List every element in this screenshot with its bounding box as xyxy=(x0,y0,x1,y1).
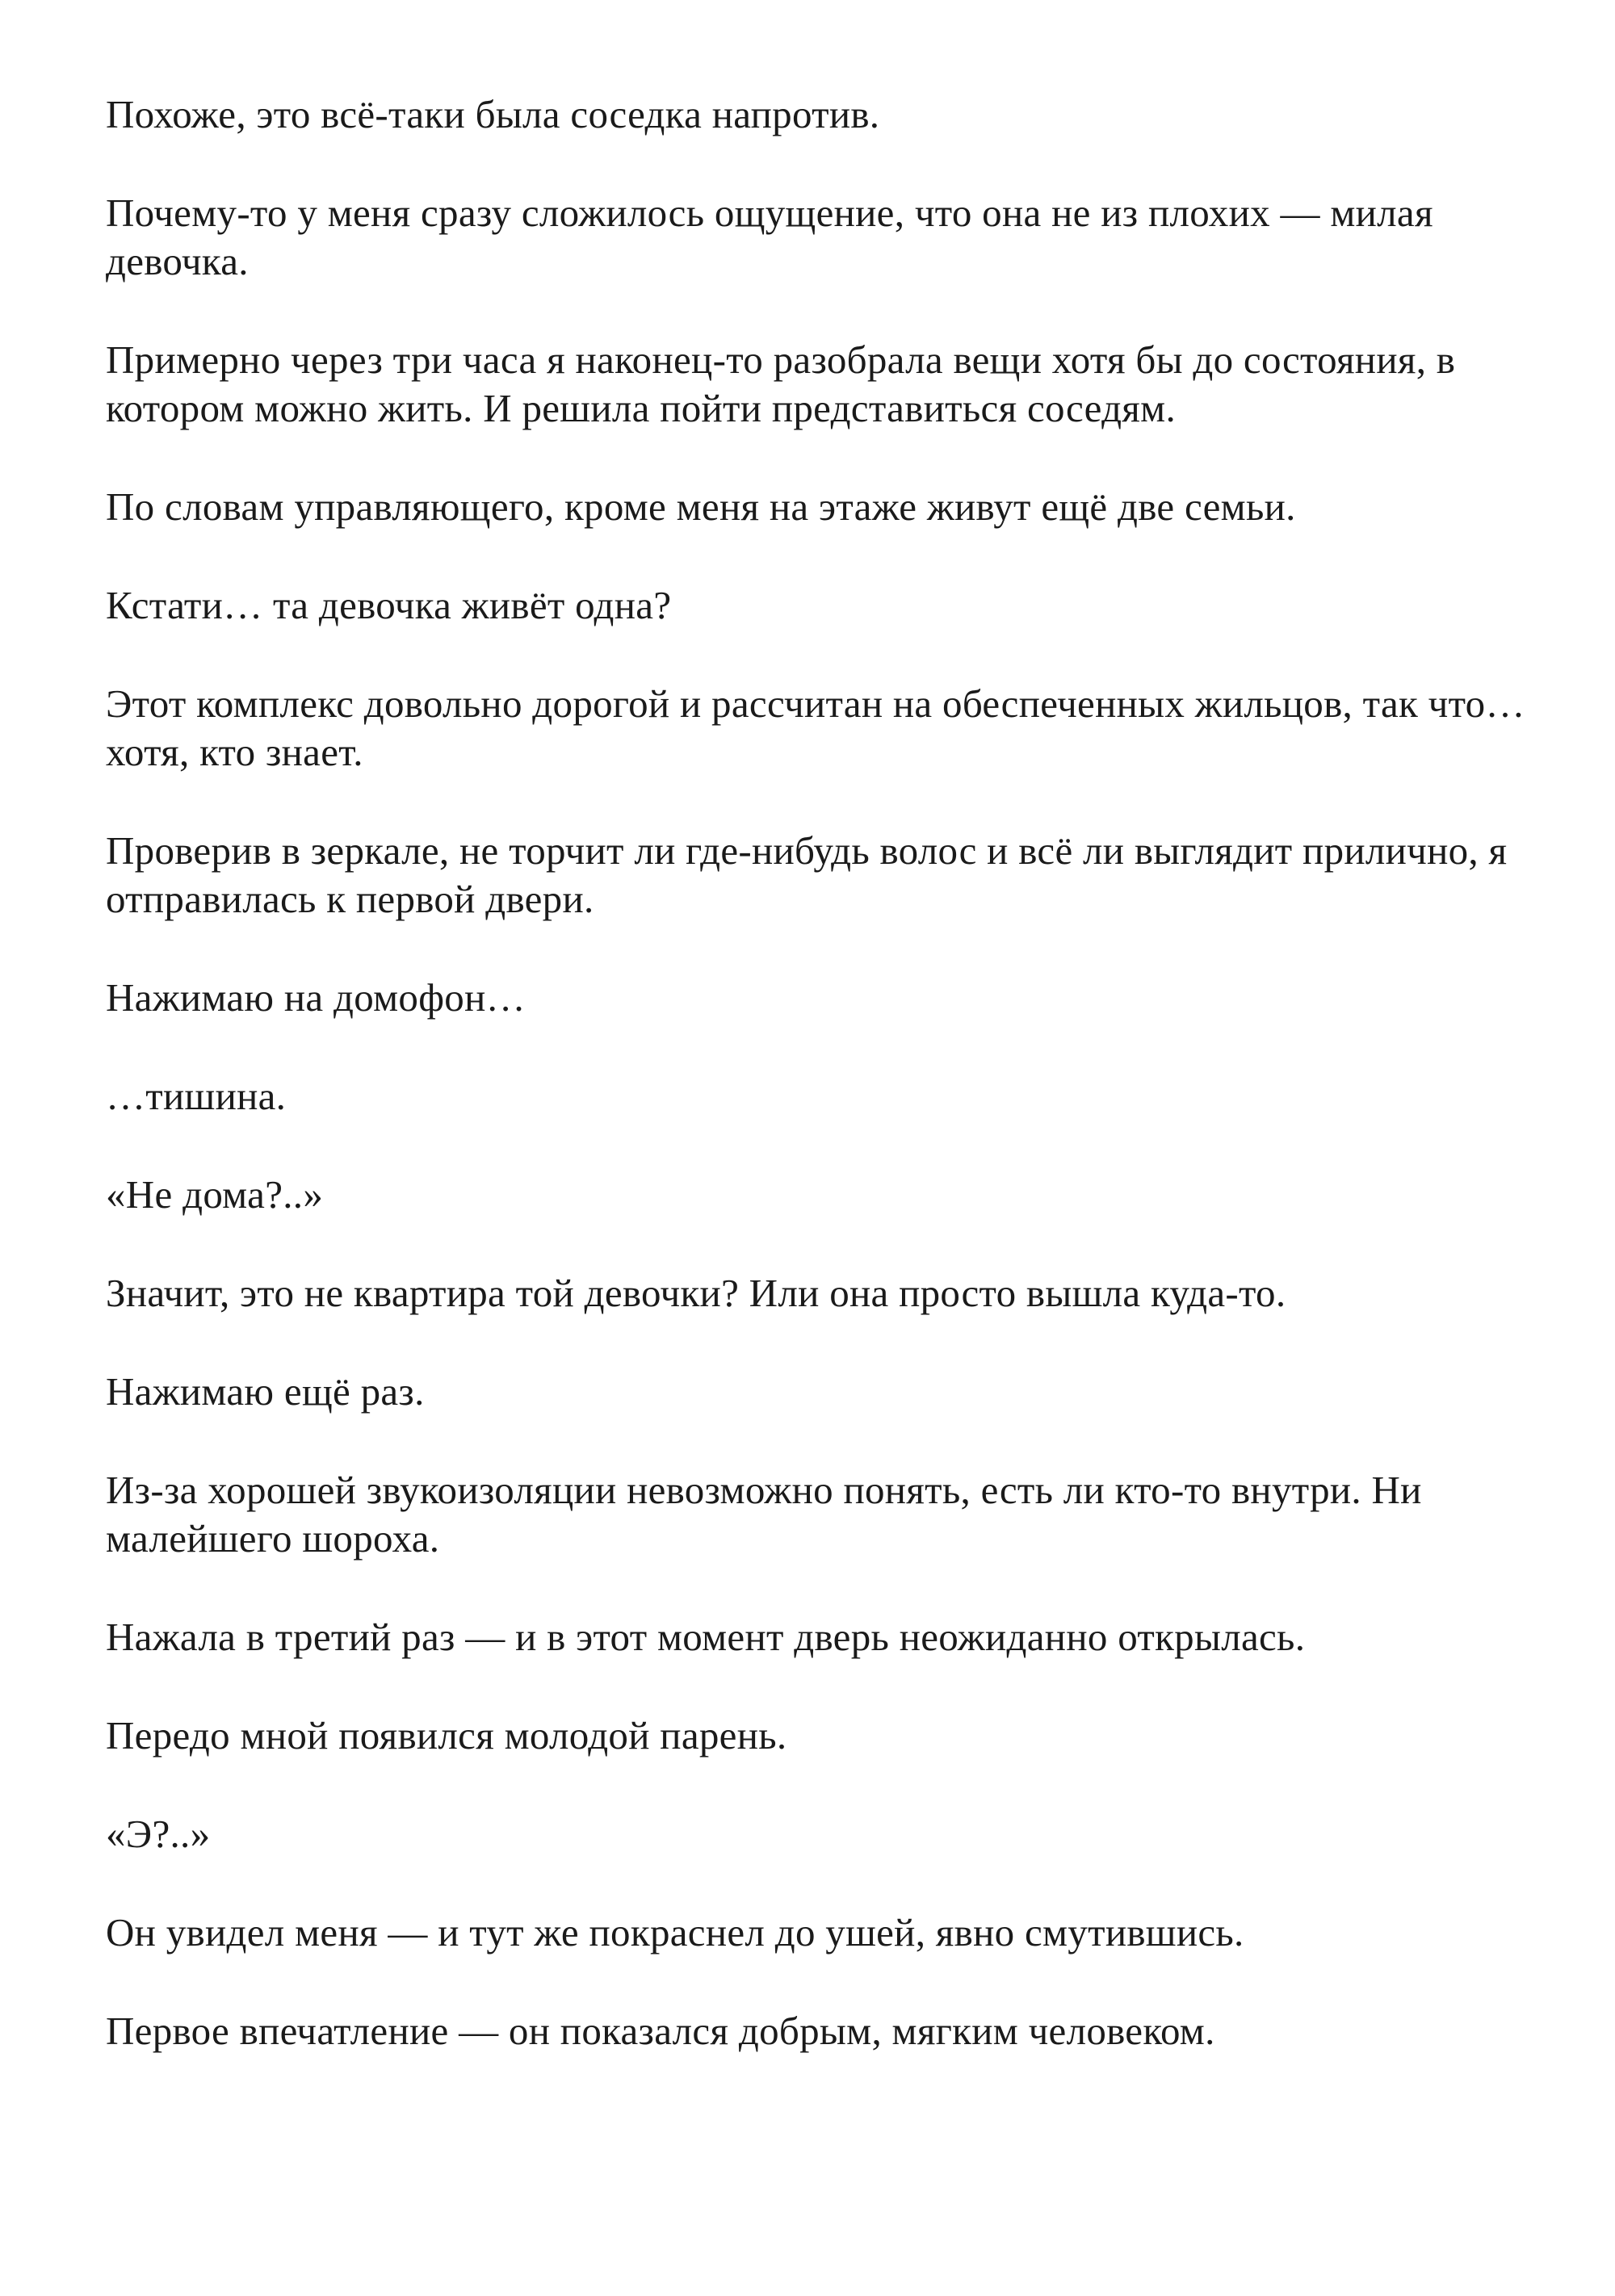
paragraph: Значит, это не квартира той девочки? Или она просто вышла куда-то. xyxy=(106,1271,1286,1315)
paragraph: Примерно через три часа я наконец-то разобрала вещи хотя бы до состояния, в котором можно жить. И решила пойти представиться соседям. xyxy=(106,337,1456,430)
paragraph: Кстати… та девочка живёт одна? xyxy=(106,583,672,627)
paragraph: Этот комплекс довольно дорогой и рассчитан на обеспеченных жильцов, так что… хотя, кто знает. xyxy=(106,681,1525,774)
paragraph: Передо мной появился молодой парень. xyxy=(106,1713,787,1758)
paragraph: Почему-то у меня сразу сложилось ощущение, что она не из плохих — милая девочка. xyxy=(106,191,1433,283)
paragraph: Проверив в зеркале, не торчит ли где-нибудь волос и всё ли выглядит прилично, я отправилась к первой двери. xyxy=(106,828,1508,921)
paragraph: Из-за хорошей звукоизоляции невозможно понять, есть ли кто-то внутри. Ни малейшего шороха. xyxy=(106,1468,1422,1561)
paragraph: Он увидел меня — и тут же покраснел до ушей, явно смутившись. xyxy=(106,1910,1244,1955)
paragraph: По словам управляющего, кроме меня на этаже живут ещё две семьи. xyxy=(106,484,1296,529)
paragraph: Нажала в третий раз — и в этот момент дверь неожиданно открылась. xyxy=(106,1615,1306,1659)
paragraph: …тишина. xyxy=(106,1074,287,1118)
paragraph: Нажимаю на домофон… xyxy=(106,975,526,1020)
paragraph: «Не дома?..» xyxy=(106,1172,324,1217)
paragraph: Первое впечатление — он показался добрым, мягким человеком. xyxy=(106,2009,1215,2053)
paragraph: Похоже, это всё-таки была соседка напротив. xyxy=(106,92,880,136)
paragraph: «Э?..» xyxy=(106,1812,211,1856)
paragraph: Нажимаю ещё раз. xyxy=(106,1369,425,1414)
